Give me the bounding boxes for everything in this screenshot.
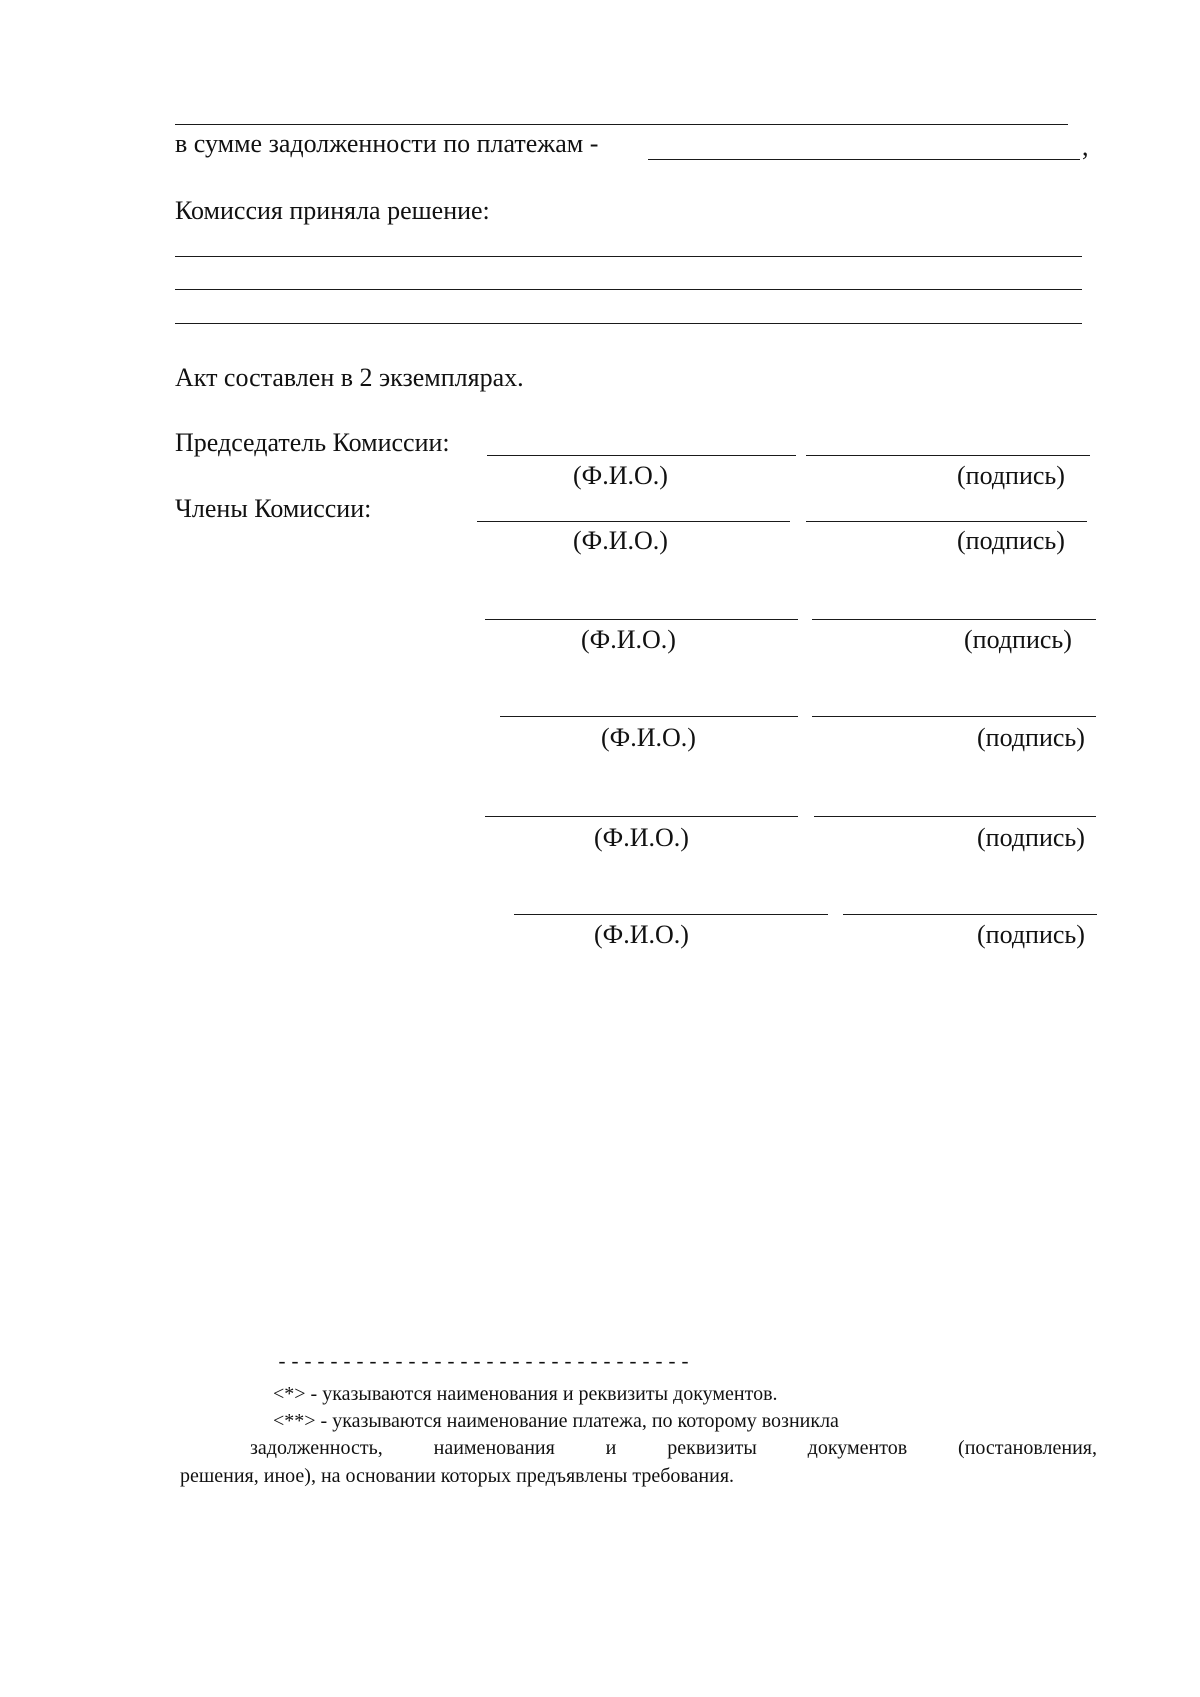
footnote-1: <*> - указываются наименования и реквизиты документов.	[273, 1383, 778, 1405]
member-4-fio-caption: (Ф.И.О.)	[594, 823, 689, 852]
decision-line-1	[175, 256, 1082, 257]
debt-sum-comma: ,	[1082, 132, 1089, 161]
decision-label: Комиссия приняла решение:	[175, 196, 490, 225]
member-2-fio-line	[485, 619, 798, 620]
member-1-fio-caption: (Ф.И.О.)	[573, 526, 668, 555]
debt-sum-field-line	[648, 159, 1080, 160]
member-5-signature-caption: (подпись)	[977, 920, 1085, 949]
member-4-signature-caption: (подпись)	[977, 823, 1085, 852]
decision-line-3	[175, 323, 1082, 324]
decision-line-2	[175, 289, 1082, 290]
members-label: Члены Комиссии:	[175, 494, 372, 523]
member-3-signature-caption: (подпись)	[977, 723, 1085, 752]
debt-sum-label: в сумме задолженности по платежам -	[175, 129, 599, 158]
member-4-signature-line	[814, 816, 1096, 817]
member-5-fio-caption: (Ф.И.О.)	[594, 920, 689, 949]
copies-text: Акт составлен в 2 экземплярах.	[175, 363, 524, 392]
chairman-signature-caption: (подпись)	[957, 461, 1065, 490]
member-1-signature-caption: (подпись)	[957, 526, 1065, 555]
footnote-2-second-line: задолженность, наименования и реквизиты документов (постановления,	[250, 1437, 1097, 1459]
member-3-signature-line	[812, 716, 1096, 717]
footnote-2-third-line: решения, иное), на основании которых предъявлены требования.	[180, 1465, 735, 1487]
member-4-fio-line	[485, 816, 798, 817]
member-2-signature-line	[812, 619, 1096, 620]
member-3-fio-caption: (Ф.И.О.)	[601, 723, 696, 752]
member-1-signature-line	[806, 521, 1087, 522]
footnote-2-first-line: <**> - указываются наименование платежа, по которому возникла	[273, 1410, 839, 1432]
chairman-label: Председатель Комиссии:	[175, 428, 450, 457]
member-3-fio-line	[500, 716, 798, 717]
chairman-fio-caption: (Ф.И.О.)	[573, 461, 668, 490]
member-1-fio-line	[477, 521, 790, 522]
footnote-separator: --------------------------------	[276, 1352, 693, 1375]
member-2-fio-caption: (Ф.И.О.)	[581, 625, 676, 654]
chairman-signature-line	[806, 455, 1090, 456]
member-5-fio-line	[514, 914, 828, 915]
member-5-signature-line	[843, 914, 1097, 915]
member-2-signature-caption: (подпись)	[964, 625, 1072, 654]
chairman-fio-line	[487, 455, 796, 456]
blank-line-top	[175, 124, 1068, 125]
